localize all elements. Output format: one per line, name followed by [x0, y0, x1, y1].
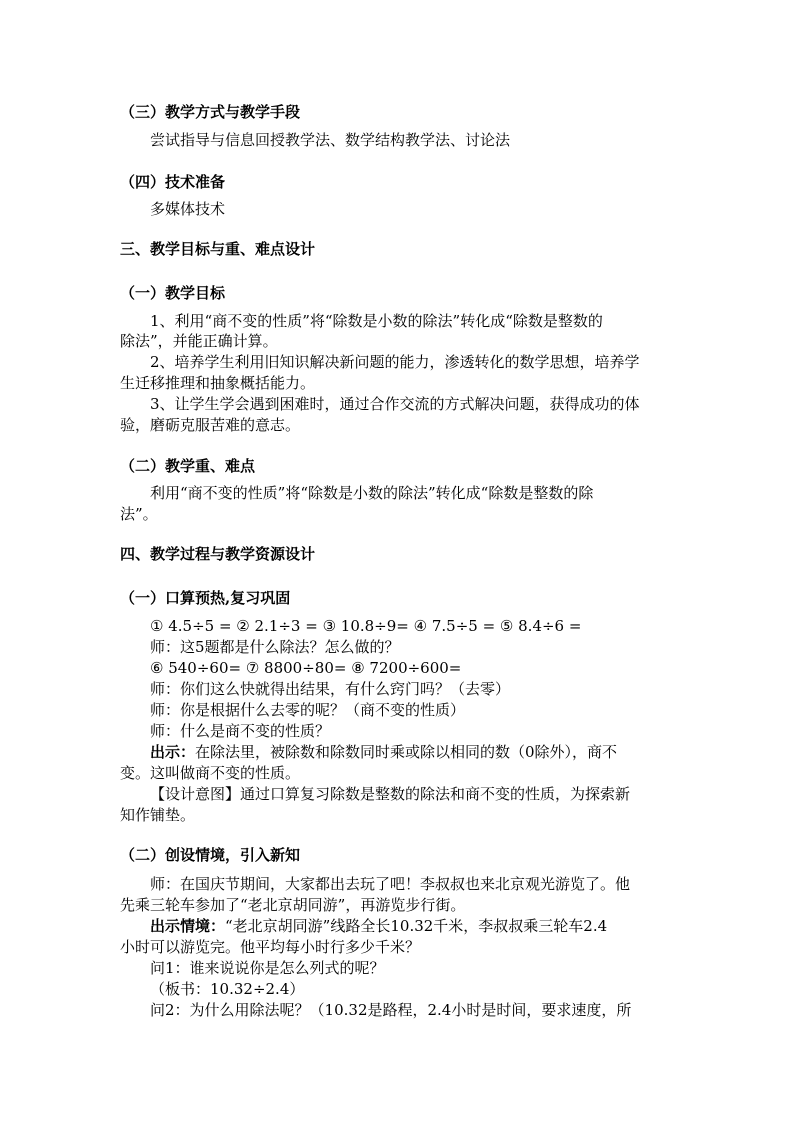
section-heading-warmup: （一）口算预热,复习巩固: [120, 589, 291, 607]
methods-text: 尝试指导与信息回授教学法、数学结构教学法、讨论法: [150, 131, 511, 149]
question-1: 问1：谁来说说你是怎么列式的呢？: [150, 959, 385, 977]
goal-1-line-1: 1、利用“商不变的性质”将“除数是小数的除法”转化成“除数是整数的: [150, 312, 603, 330]
scenario-show-label: 出示情境：: [150, 917, 226, 935]
part-heading-process: 四、教学过程与教学资源设计: [120, 545, 316, 563]
design-intent-line-1: 【设计意图】通过口算复习除数是整数的除法和商不变的性质，为探索新: [150, 785, 631, 803]
goal-2-line-1: 2、培养学生利用旧知识解决新问题的能力，渗透转化的数学思想，培养学: [150, 353, 640, 371]
section-heading-tech: （四）技术准备: [120, 173, 226, 191]
tech-text: 多媒体技术: [150, 200, 226, 218]
section-heading-scenario: （二）创设情境，引入新知: [120, 846, 301, 864]
scenario-line-1: 师：在国庆节期间，大家都出去玩了吧！李叔叔也来北京观光游览了。他: [150, 875, 631, 893]
scenario-line-2: 先乘三轮车参加了“老北京胡同游”，再游览步行街。: [120, 896, 466, 914]
warmup-exercises-1: ① 4.5÷5 = ② 2.1÷3 = ③ 10.8÷9= ④ 7.5÷5 = ⑤ 8.4÷6 =: [150, 617, 582, 635]
show-definition-line-1: [150, 742, 617, 762]
section-heading-goals: （一）教学目标: [120, 284, 226, 302]
question-2: 问2：为什么用除法呢？（10.32是路程，2.4小时是时间，要求速度，所: [150, 1001, 632, 1019]
warmup-question-2: 师：你们这么快就得出结果，有什么窍门吗？（去零）: [150, 680, 511, 698]
warmup-question-1: 师：这5题都是什么除法？怎么做的？: [150, 638, 400, 656]
goal-3-line-1: 3、让学生学会遇到困难时，通过合作交流的方式解决问题，获得成功的体: [150, 395, 640, 413]
section-heading-keypoints: （二）教学重、难点: [120, 457, 256, 475]
warmup-question-3: 师：你是根据什么去零的呢？（商不变的性质）: [150, 701, 466, 719]
show-label: 出示：: [150, 743, 196, 761]
warmup-exercises-2: ⑥ 540÷60= ⑦ 8800÷80= ⑧ 7200÷600=: [150, 659, 462, 677]
show-definition-line-2: 变。这叫做商不变的性质。: [120, 764, 301, 782]
scenario-show-line-2: 小时可以游览完。他平均每小时行多少千米？: [120, 938, 421, 956]
scenario-show-line-1: [150, 916, 607, 936]
part-heading-goals-keypoints: 三、教学目标与重、难点设计: [120, 240, 316, 258]
goal-3-line-2: 验，磨砺克服苦难的意志。: [120, 416, 301, 434]
board-note: （板书：10.32÷2.4）: [150, 980, 305, 998]
keypoints-line-1: 利用“商不变的性质”将“除数是小数的除法”转化成“除数是整数的除: [150, 484, 594, 502]
scenario-show-text: “老北京胡同游”线路全长10.32千米，李叔叔乘三轮车2.4: [225, 917, 608, 935]
goal-1-line-2: 除法”，并能正确计算。: [120, 332, 278, 350]
goal-2-line-2: 生迁移推理和抽象概括能力。: [120, 374, 316, 392]
warmup-question-4: 师：什么是商不变的性质？: [150, 722, 331, 740]
design-intent-line-2: 知作铺垫。: [120, 806, 196, 824]
show-text: 在除法里，被除数和除数同时乘或除以相同的数（0除外），商不: [195, 743, 618, 761]
section-heading-methods: （三）教学方式与教学手段: [120, 103, 301, 121]
keypoints-line-2: 法”。: [120, 505, 158, 523]
